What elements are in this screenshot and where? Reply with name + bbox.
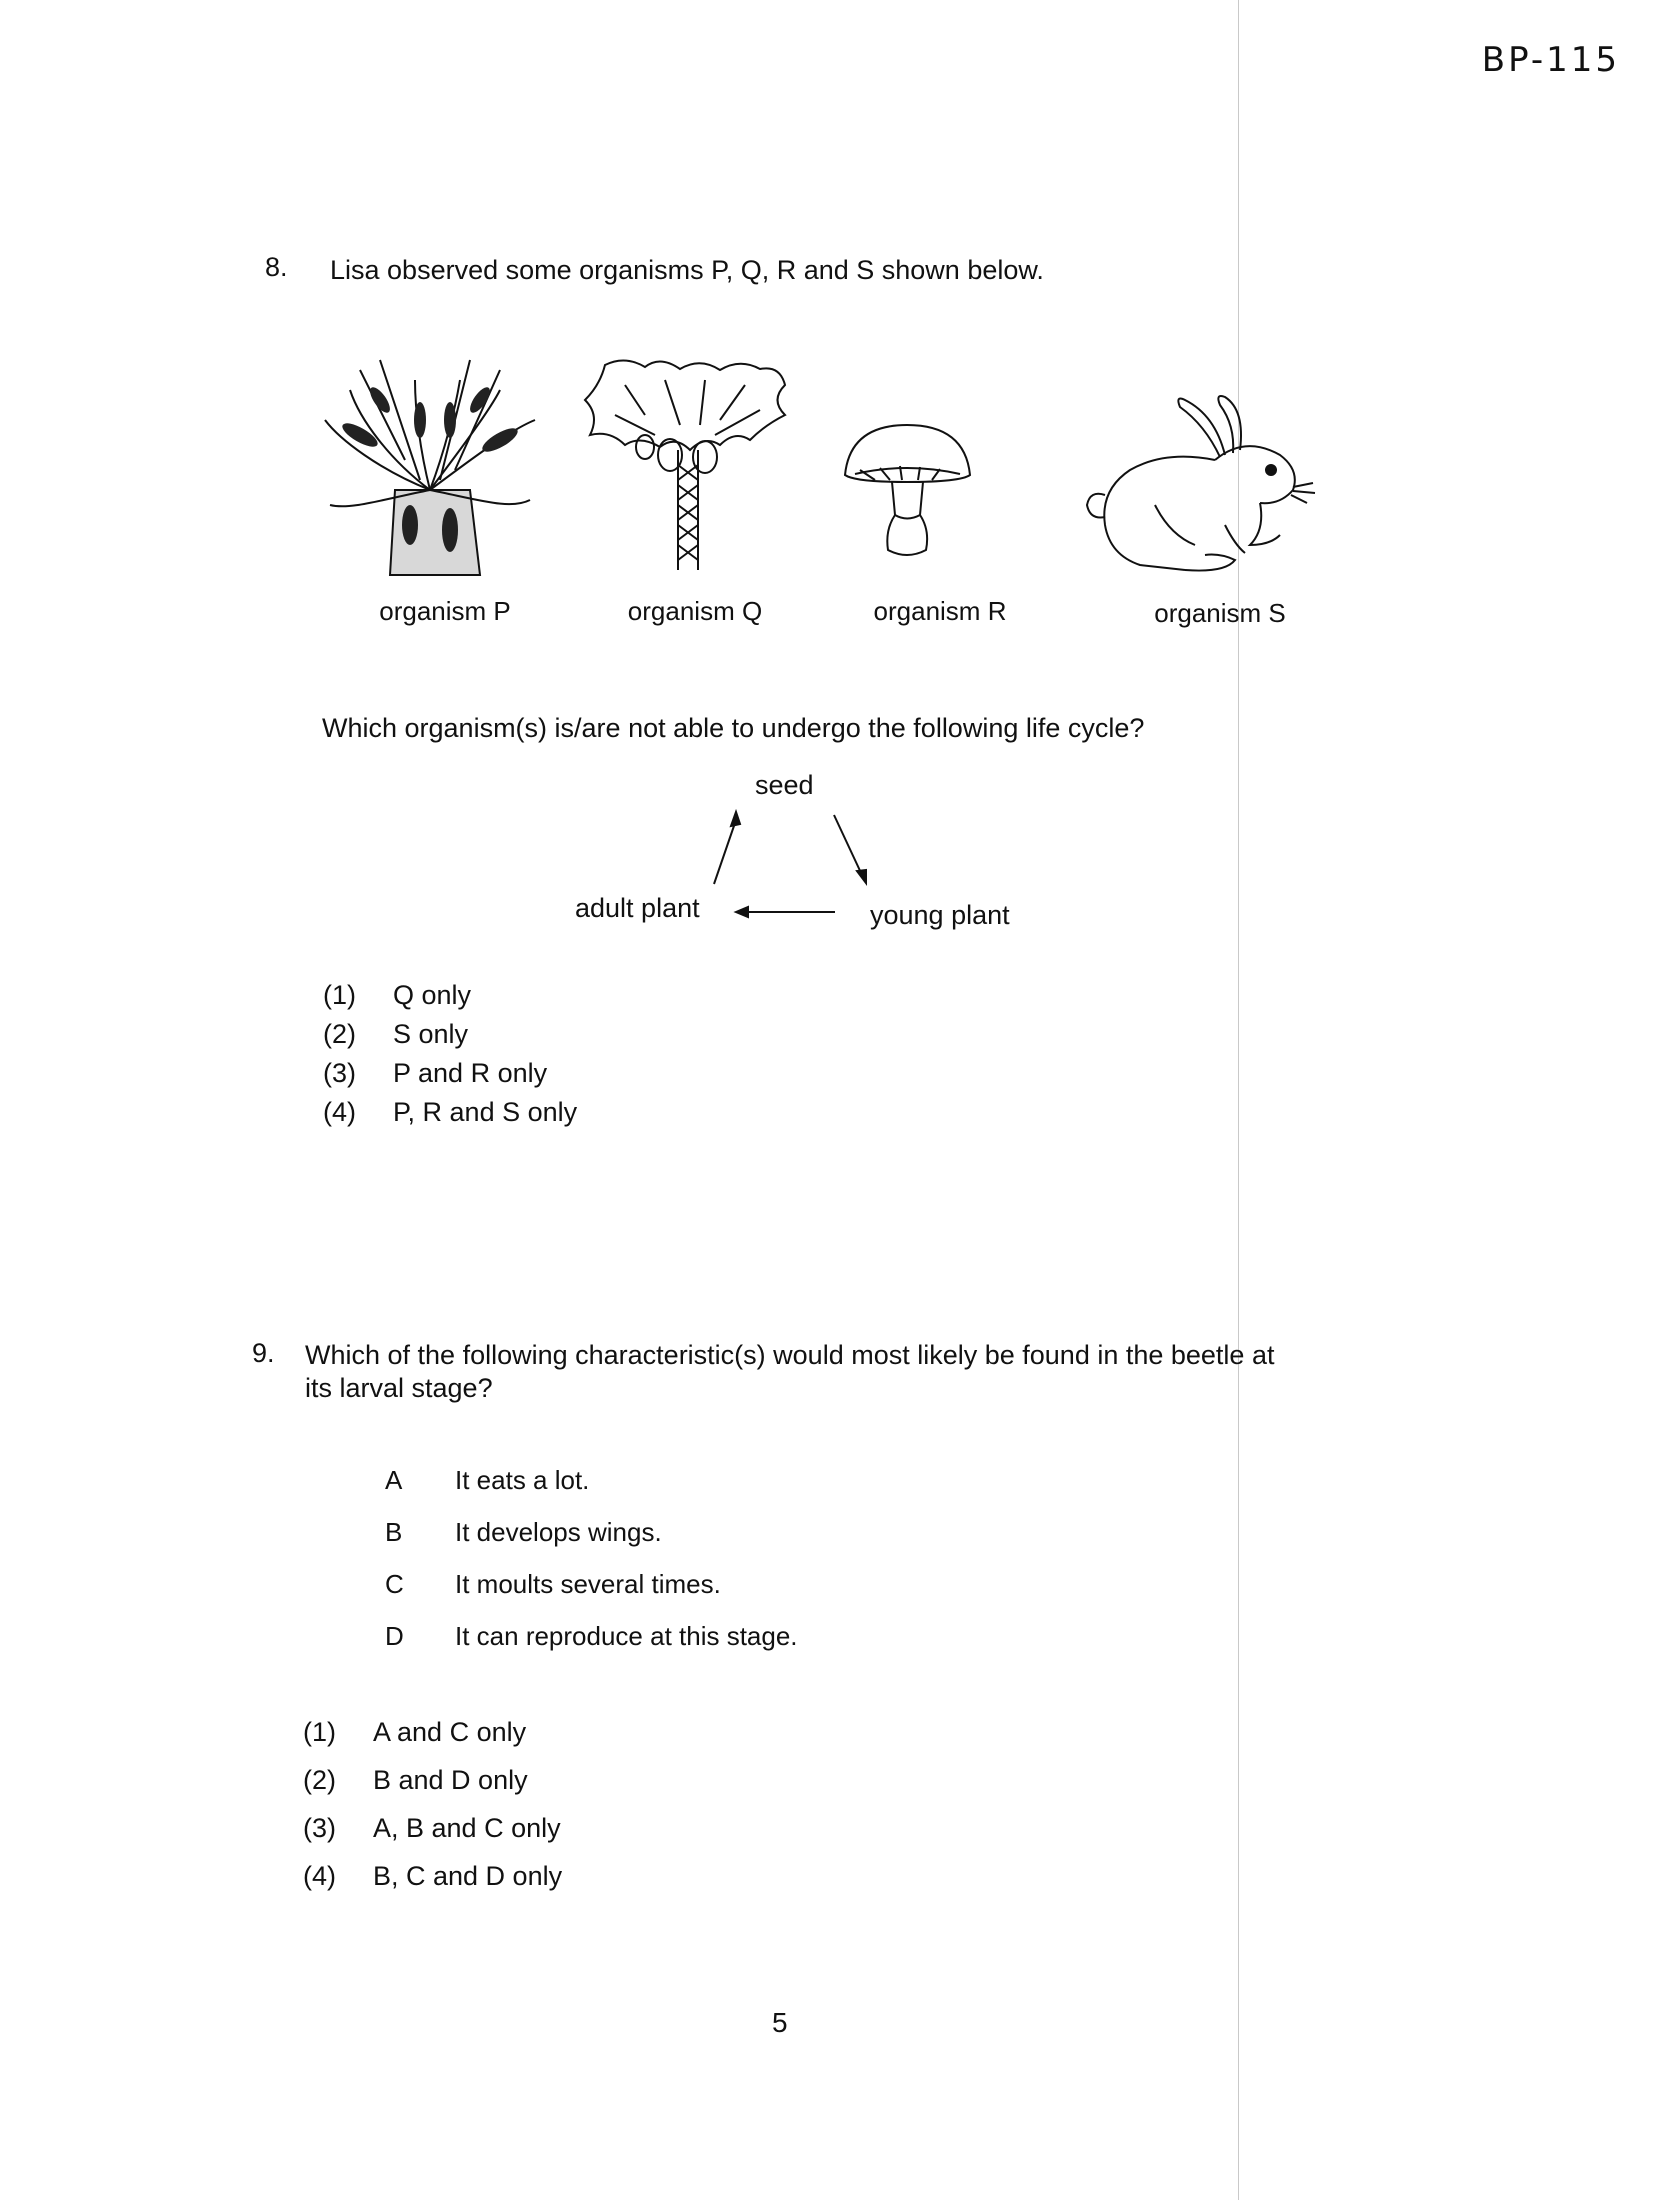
organism-r-label: organism R <box>873 596 1007 626</box>
option-number: (1) <box>323 980 356 1010</box>
option-text: B, C and D only <box>373 1861 563 1891</box>
statement-text: It can reproduce at this stage. <box>455 1621 798 1651</box>
option-text: Q only <box>393 980 472 1010</box>
statement-letter: D <box>385 1621 404 1651</box>
option-text: P, R and S only <box>393 1097 578 1127</box>
statement-text: It moults several times. <box>455 1569 721 1599</box>
question-8-number: 8. <box>265 252 288 282</box>
fern-plant-icon <box>320 360 540 575</box>
statement-letter: A <box>385 1465 403 1495</box>
option-1[interactable] <box>323 980 577 1019</box>
option-text: P and R only <box>393 1058 548 1088</box>
question-8-options <box>323 980 577 1136</box>
scan-margin-line <box>1238 0 1239 2200</box>
option-number: (4) <box>323 1097 356 1127</box>
option-number: (3) <box>303 1813 336 1843</box>
question-8-prompt: Which organism(s) is/are not able to undergo the following life cycle? <box>322 713 1145 743</box>
option-3[interactable] <box>303 1813 562 1861</box>
life-cycle-arrows <box>700 800 900 930</box>
statement-b <box>385 1517 798 1569</box>
option-text: S only <box>393 1019 469 1049</box>
statement-text: It develops wings. <box>455 1517 662 1547</box>
organism-q-label: organism Q <box>627 596 763 626</box>
option-2[interactable] <box>303 1765 562 1813</box>
question-9-options <box>303 1717 562 1909</box>
cycle-young-plant-label: young plant <box>870 900 1010 930</box>
cycle-adult-plant-label: adult plant <box>575 893 700 923</box>
option-4[interactable] <box>303 1861 562 1909</box>
option-number: (2) <box>303 1765 336 1795</box>
statement-letter: B <box>385 1517 403 1547</box>
statement-letter: C <box>385 1569 404 1599</box>
mushroom-icon <box>840 420 975 570</box>
option-text: B and D only <box>373 1765 528 1795</box>
question-8-text: Lisa observed some organisms P, Q, R and S shown below. <box>330 255 1044 285</box>
question-9-text-line2: its larval stage? <box>305 1373 493 1403</box>
option-text: A and C only <box>373 1717 527 1747</box>
option-number: (3) <box>323 1058 356 1088</box>
option-number: (1) <box>303 1717 336 1747</box>
organism-p-label: organism P <box>379 596 511 626</box>
organism-s-label: organism S <box>1154 598 1286 628</box>
option-4[interactable] <box>323 1097 577 1136</box>
option-3[interactable] <box>323 1058 577 1097</box>
statement-a <box>385 1465 798 1517</box>
question-9-text-line1: Which of the following characteristic(s) would most likely be found in the beetle at <box>305 1340 1275 1370</box>
question-9-statements <box>385 1465 798 1673</box>
papaya-tree-icon <box>585 355 790 585</box>
paper-code: BP-115 <box>1481 40 1620 80</box>
rabbit-icon <box>1075 395 1320 580</box>
option-1[interactable] <box>303 1717 562 1765</box>
question-9-number: 9. <box>252 1338 275 1368</box>
statement-text: It eats a lot. <box>455 1465 590 1495</box>
statement-d <box>385 1621 798 1673</box>
page-number: 5 <box>772 2007 788 2038</box>
option-text: A, B and C only <box>373 1813 561 1843</box>
option-number: (2) <box>323 1019 356 1049</box>
statement-c <box>385 1569 798 1621</box>
option-2[interactable] <box>323 1019 577 1058</box>
option-number: (4) <box>303 1861 336 1891</box>
cycle-seed-label: seed <box>755 770 814 800</box>
